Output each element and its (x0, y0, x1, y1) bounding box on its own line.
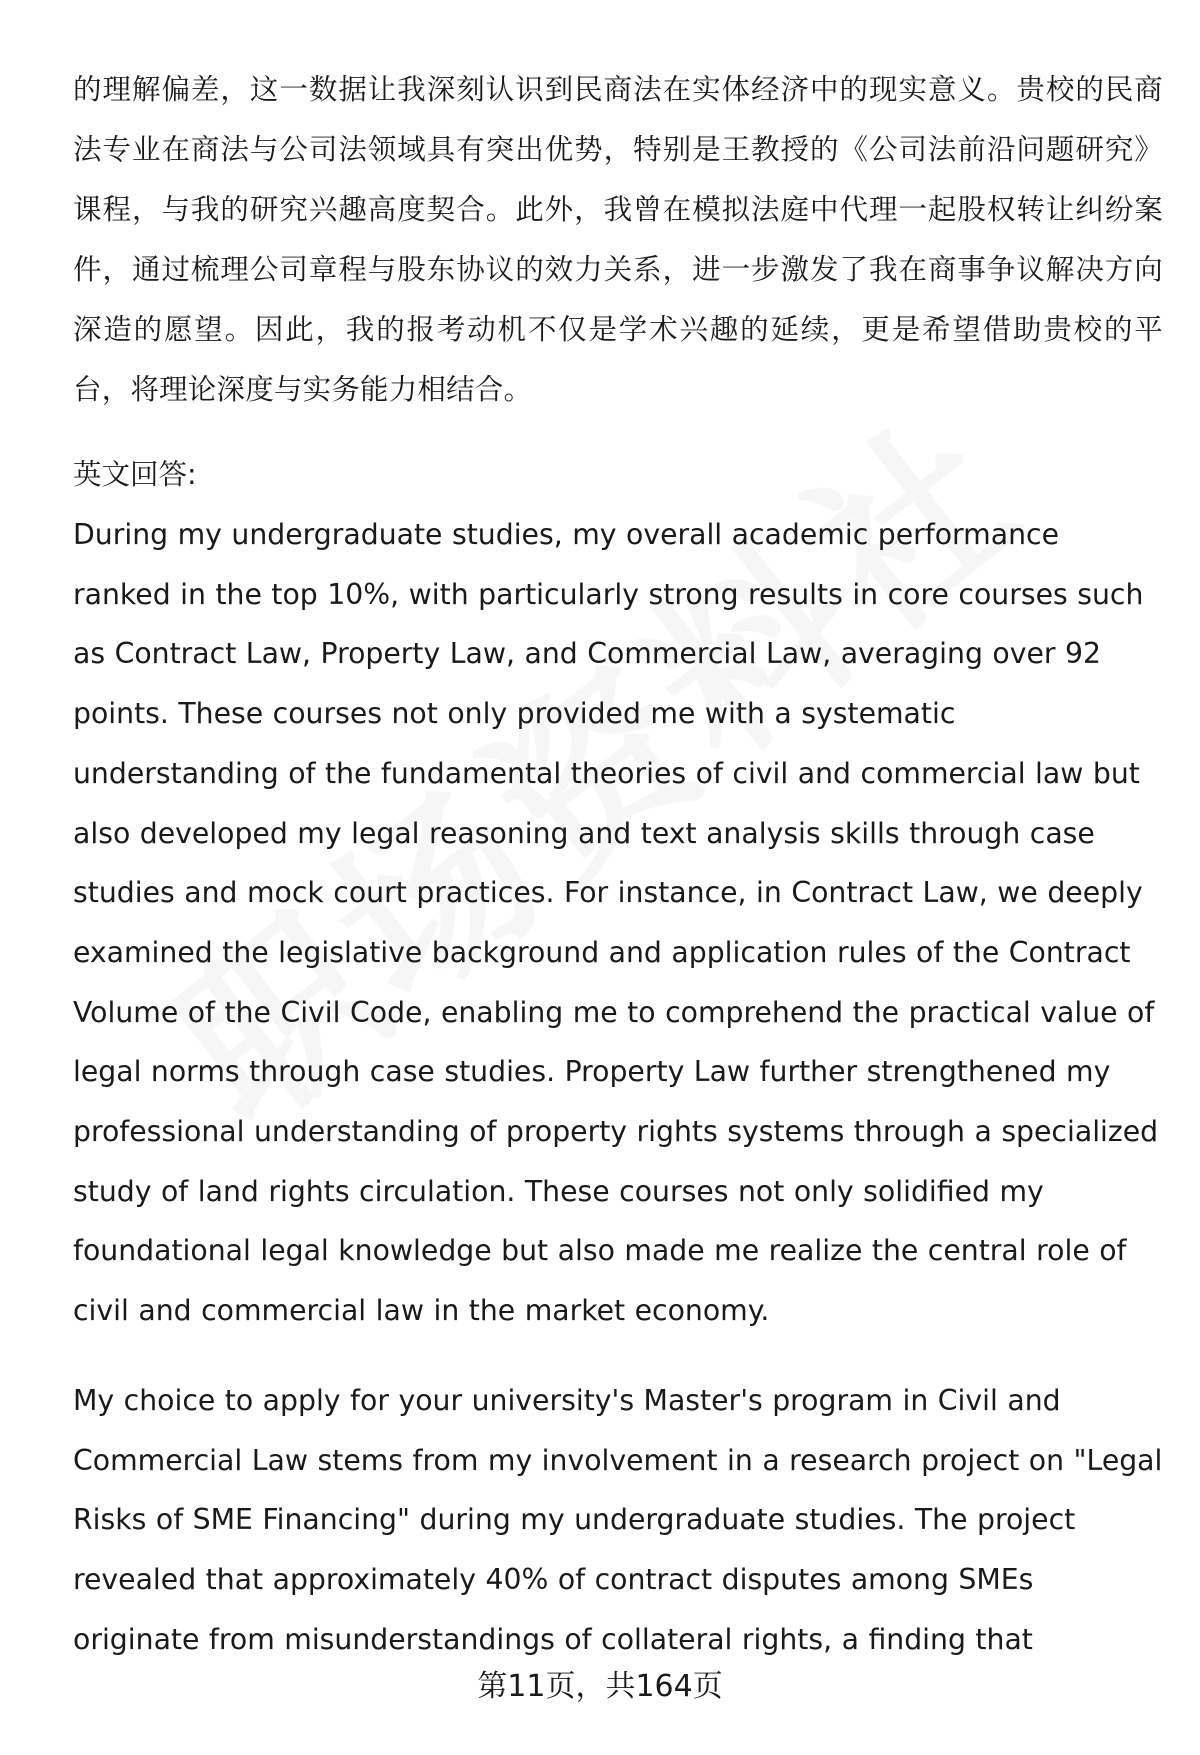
page-content (73, 60, 1163, 1669)
chinese-answer-paragraph: 的理解偏差，这一数据让我深刻认识到民商法在实体经济中的现实意义。贵校的民商法专业在商法与公司法领域具有突出优势，特别是王教授的《公司法前沿问题研究》课程，与我的研究兴趣高度契合。此外，我曾在模拟法庭中代理一起股权转让纠纷案件，通过梳理公司章程与股东协议的效力关系，进一步激发了我在商事争议解决方向深造的愿望。因此，我的报考动机不仅是学术兴趣的延续，更是希望借助贵校的平台，将理论深度与实务能力相结合。 (73, 73, 1163, 406)
english-answer-paragraph-1: During my undergraduate studies, my overall academic performance ranked in the top 10%, with particularly strong results in core courses such as Contract Law, Property Law, and Commercial Law, averaging over 92 points. These courses not only provided me with a systematic understanding of the fundamental theories of civil and commercial law but also developed my legal reasoning and text analysis skills through case studies and mock court practices. For instance, in Contract Law, we deeply examined the legislative background and application rules of the Contract Volume of the Civil Code, enabling me to comprehend the practical value of legal norms through case studies. Property Law further strengthened my professional understanding of property rights systems through a specialized study of land rights circulation. These courses not only solidified my foundational legal knowledge but also made me realize the central role of civil and commercial law in the market economy. (73, 518, 1159, 1328)
page-number-footer: 第11页，共164页 (477, 1669, 723, 1704)
english-answer-paragraph-2: My choice to apply for your university's Master's program in Civil and Commercial Law stems from my involvement in a research project on "Legal Risks of SME Financing" during my undergraduate studies. The project revealed that approximately 40% of contract disputes among SMEs originate from misunderstandings of collateral rights, a finding that (73, 1383, 1163, 1656)
english-answer-label: 英文回答: (73, 458, 197, 491)
